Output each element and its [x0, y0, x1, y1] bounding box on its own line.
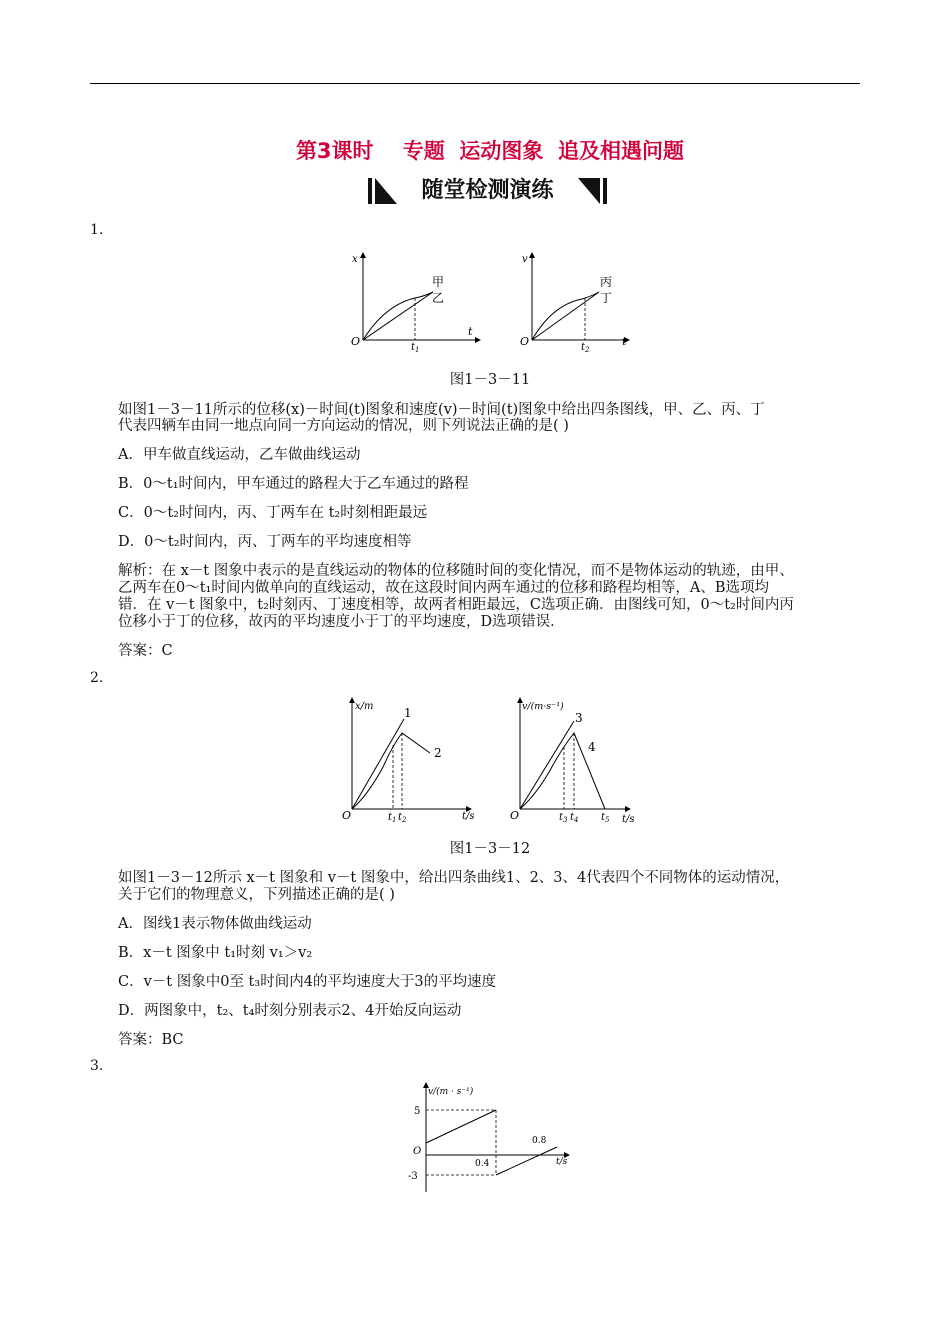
q1-analysis-line-3: 错．在 v－t 图象中，t₂时刻丙、丁速度相等，故两者相距最远，C选项正确．由图线可知，0～t₂时间内丙 [118, 597, 794, 613]
q2-curve-1 [352, 719, 404, 809]
q2-right-origin: O [510, 809, 520, 822]
banner-text: 随堂检测演练 [421, 178, 554, 203]
q1-label-bing: 丙 [600, 275, 613, 289]
q3-x-label: t/s [556, 1157, 568, 1167]
question-2-number: 2. [90, 670, 104, 686]
q1-left-x-label: t [468, 325, 473, 338]
q1-stem-line-2: 代表四辆车由同一地点向同一方向运动的情况，则下列说法正确的是( ) [118, 418, 569, 434]
q2-label-1: 1 [404, 706, 412, 720]
q3-y-bottom-tick: -3 [408, 1171, 418, 1182]
q1-label-ding: 丁 [600, 291, 613, 305]
q1-label-yi: 乙 [432, 291, 445, 305]
q2-right-x-label: t/s [622, 814, 635, 825]
q3-y-top-tick: 5 [414, 1106, 421, 1117]
section-banner [365, 176, 610, 206]
q3-y-label: v/(m · s⁻¹) [428, 1087, 474, 1097]
q2-left-x-label: t/s [462, 811, 475, 822]
q2-answer: 答案：BC [118, 1032, 184, 1048]
q2-graph-left [342, 697, 475, 824]
q1-tick-t1: $t_1$ [411, 342, 420, 354]
q2-curve-2 [352, 733, 430, 809]
q2-right-y-label: v/(m·s⁻¹) [522, 701, 564, 712]
top-rule [90, 83, 860, 84]
q2-stem-line-2: 关于它们的物理意义，下列描述正确的是( ) [118, 887, 395, 903]
q1-option-b: B．0～t₁时间内，甲车通过的路程大于乙车通过的路程 [118, 476, 469, 492]
q2-left-origin: O [342, 809, 352, 822]
q1-answer: 答案：C [118, 643, 173, 659]
q1-option-a: A．甲车做直线运动，乙车做曲线运动 [118, 447, 361, 463]
q2-option-d: D．两图象中，t₂、t₄时刻分别表示2、4开始反向运动 [118, 1003, 462, 1019]
q2-tick-t2: $t_2$ [398, 812, 407, 824]
q2-left-y-label: x/m [355, 701, 374, 712]
q2-option-a: A．图线1表示物体做曲线运动 [118, 916, 312, 932]
q2-stem-line-1: 如图1－3－12所示 x－t 图象和 v－t 图象中，给出四条曲线1、2、3、4代表四个不同物体的运动情况， [118, 870, 790, 886]
q3-segment-2 [496, 1147, 557, 1175]
q2-tick-t5: $t_5$ [601, 812, 610, 824]
q3-x-mid-tick: 0.4 [475, 1159, 490, 1169]
q1-graph-right [520, 252, 630, 354]
q3-x-end-tick: 0.8 [532, 1136, 547, 1146]
q1-right-origin: O [520, 335, 530, 348]
q1-caption: 图1－3－11 [449, 372, 531, 388]
q1-option-d: D．0～t₂时间内，丙、丁两车的平均速度相等 [118, 534, 412, 550]
q2-curve-3 [520, 721, 574, 809]
q1-analysis-line-2: 乙两车在0～t₁时间内做单向的直线运动，故在这段时间内两车通过的位移和路程均相等，A、B选项均 [118, 580, 769, 596]
q2-tick-t4: $t_4$ [570, 812, 579, 824]
q2-label-3: 3 [575, 711, 583, 725]
q1-right-x-label: t [622, 335, 627, 348]
question-1-number: 1. [90, 222, 104, 238]
q1-analysis-line-4: 位移小于丁的位移，故丙的平均速度小于丁的平均速度，D选项错误． [118, 614, 565, 630]
page-title: 第3课时 专题 运动图象 追及相遇问题 [295, 139, 685, 163]
q2-option-b: B．x－t 图象中 t₁时刻 v₁＞v₂ [118, 945, 313, 961]
q1-tick-t2: $t_2$ [581, 342, 590, 354]
question-3-number: 3. [90, 1058, 104, 1074]
q3-figure [402, 1080, 582, 1195]
q2-label-4: 4 [588, 740, 596, 754]
q1-curve-jia [363, 292, 433, 340]
q1-left-origin: O [351, 335, 361, 348]
q1-left-y-label: x [352, 254, 358, 265]
q1-stem-line-1: 如图1－3－11所示的位移(x)－时间(t)图象和速度(v)－时间(t)图象中给出四条图线，甲、乙、丙、丁 [118, 402, 765, 418]
q1-curve-bing [532, 292, 599, 340]
q2-caption: 图1－3－12 [449, 841, 531, 857]
q1-figure [340, 250, 640, 355]
q1-graph-left [351, 252, 481, 354]
q2-graph-right [510, 697, 635, 825]
q1-option-c: C．0～t₂时间内，丙、丁两车在 t₂时刻相距最远 [118, 505, 428, 521]
q1-analysis-line-1: 解析：在 x－t 图象中表示的是直线运动的物体的位移随时间的变化情况，而不是物体运动的轨迹，由甲、 [118, 563, 794, 579]
q3-origin: O [413, 1146, 422, 1157]
q2-option-c: C．v－t 图象中0至 t₃时间内4的平均速度大于3的平均速度 [118, 974, 497, 990]
q2-label-2: 2 [434, 746, 442, 760]
q3-graph [408, 1082, 570, 1192]
q2-figure [338, 695, 648, 827]
q2-tick-t3: $t_3$ [559, 812, 568, 824]
q1-label-jia: 甲 [432, 275, 445, 289]
q1-right-y-label: v [522, 254, 528, 265]
q2-tick-t1: $t_1$ [388, 812, 397, 824]
q3-segment-1 [426, 1110, 496, 1143]
